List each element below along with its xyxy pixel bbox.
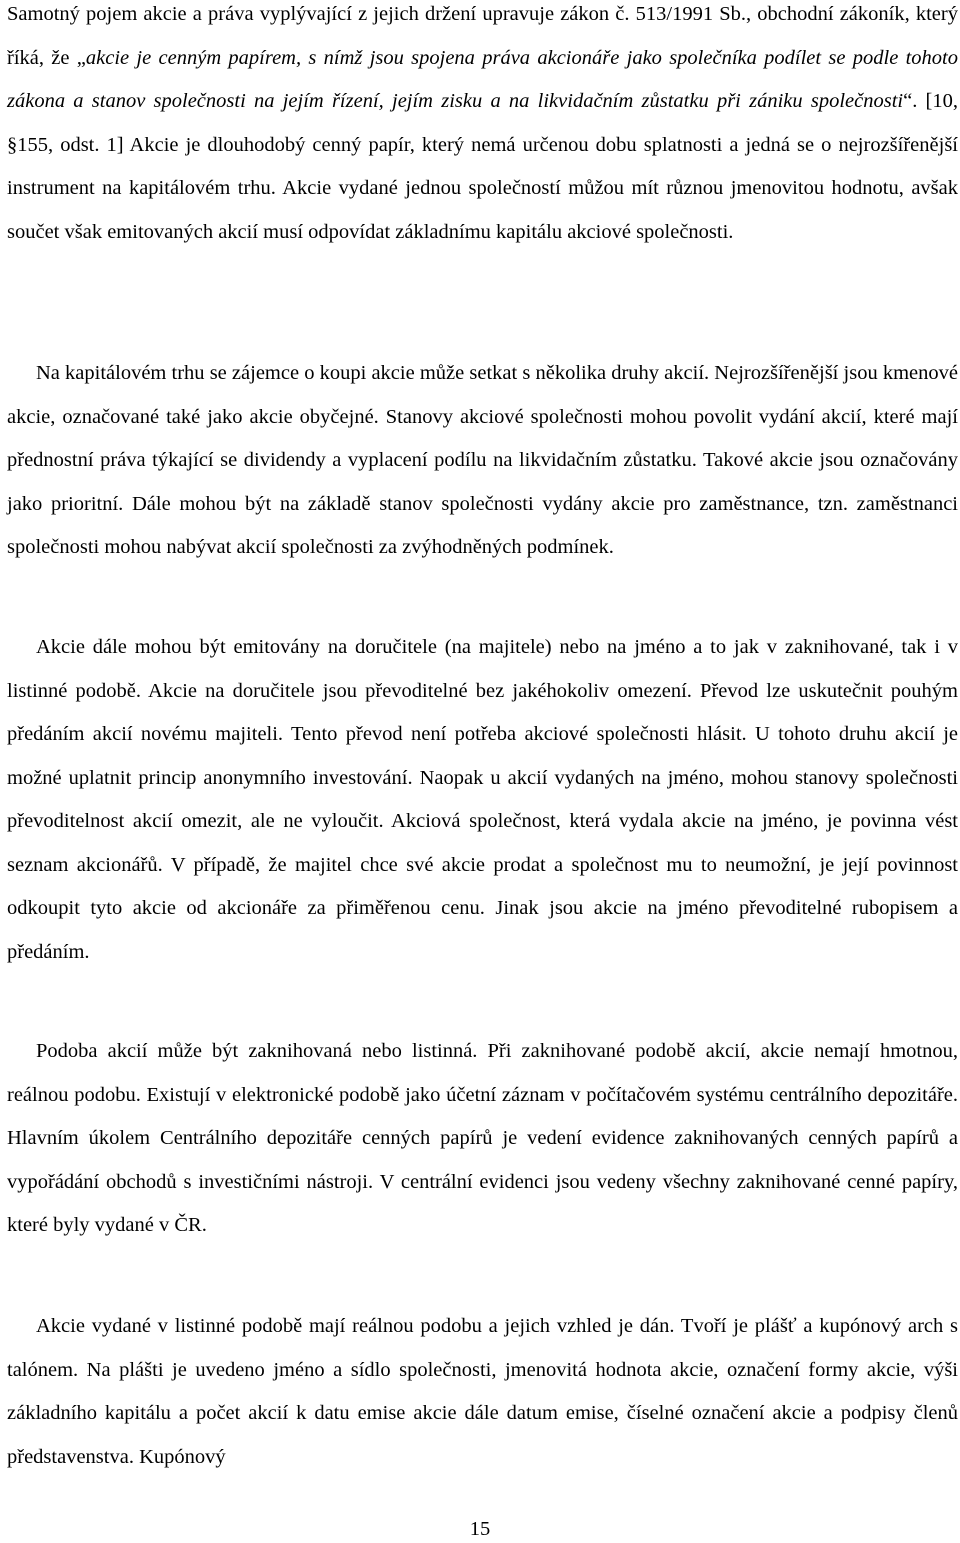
page-number: 15 (469, 1518, 491, 1540)
paragraph-5 (7, 1305, 958, 1479)
paragraph-2 (7, 352, 958, 570)
paragraph-1-intro: Samotný pojem akcie a práva vyplývající z jejich držení upravuje zákon č. 513/1991 Sb., obchodní zákoník, který říká, že „ (7, 3, 958, 69)
paragraph-2-text: Na kapitálovém trhu se zájemce o koupi akcie může setkat s několika druhy akcií. Nejrozšířenější jsou kmenové akcie, označované také jako akcie obyčejné. Stanovy akciové společnosti mohou povolit vydání akcií, které mají přednostní práva týkající se dividendy a vyplacení podílu na likvidačním zůstatku. Takové akcie jsou označovány jako prioritní. Dále mohou být na základě stanov společnosti vydány akcie pro zaměstnance, tzn. zaměstnanci společnosti mohou nabývat akcií společnosti za zvýhodněných podmínek. (7, 362, 958, 558)
paragraph-3-text: Akcie dále mohou být emitovány na doručitele (na majitele) nebo na jméno a to jak v zaknihované, tak i v listinné podobě. Akcie na doručitele jsou převoditelné bez jakéhokoliv omezení. Převod lze uskutečnit pouhým předáním akcií novému majiteli. Tento převod není potřeba akciové společnosti hlásit. U tohoto druhu akcií je možné uplatnit princip anonymního investování. Naopak u akcií vydaných na jméno, mohou stanovy společnosti převoditelnost akcií omezit, ale ne vyloučit. Akciová společnost, která vydala akcie na jméno, je povinna vést seznam akcionářů. V případě, že majitel chce své akcie prodat a společnost mu to neumožní, je její povinnost odkoupit tyto akcie od akcionáře za přiměřenou cenu. Jinak jsou akcie na jméno převoditelné rubopisem a předáním. (7, 636, 958, 963)
paragraph-4 (7, 1030, 958, 1248)
law-quotation: akcie je cenným papírem, s nímž jsou spojena práva akcionáře jako společníka podílet se podle tohoto zákona a stanov společnosti na jejím řízení, jejím zisku a na likvidačním zůstatku při zániku společnosti (7, 46, 959, 112)
paragraph-4-text: Podoba akcií může být zaknihovaná nebo listinná. Při zaknihované podobě akcií, akcie nemají hmotnou, reálnou podobu. Existují v elektronické podobě jako účetní záznam v počítačovém systému centrálního depozitáře. Hlavním úkolem Centrálního depozitáře cenných papírů je vedení evidence zaknihovaných cenných papírů a vypořádání obchodů s investičními nástroji. V centrální evidenci jsou vedeny všechny zaknihované cenné papíry, které byly vydané v ČR. (7, 1040, 958, 1236)
paragraph-5-text: Akcie vydané v listinné podobě mají reálnou podobu a jejich vzhled je dán. Tvoří je plášť a kupónový arch s talónem. Na plášti je uvedeno jméno a sídlo společnosti, jmenovitá hodnota akcie, označení formy akcie, výši základního kapitálu a počet akcií k datu emise akcie dále datum emise, číselné označení akcie a podpisy členů představenstva. Kupónový (7, 1315, 958, 1468)
paragraph-1-rest: “. [10, §155, odst. 1] Akcie je dlouhodobý cenný papír, který nemá určenou dobu splatnosti a jedná se o nejrozšířenější instrument na kapitálovém trhu. Akcie vydané jednou společností můžou mít různou jmenovitou hodnotu, avšak součet však emitovaných akcií musí odpovídat základnímu kapitálu akciové společnosti. (7, 90, 958, 243)
paragraph-3 (7, 626, 958, 974)
paragraph-1 (7, 0, 958, 254)
